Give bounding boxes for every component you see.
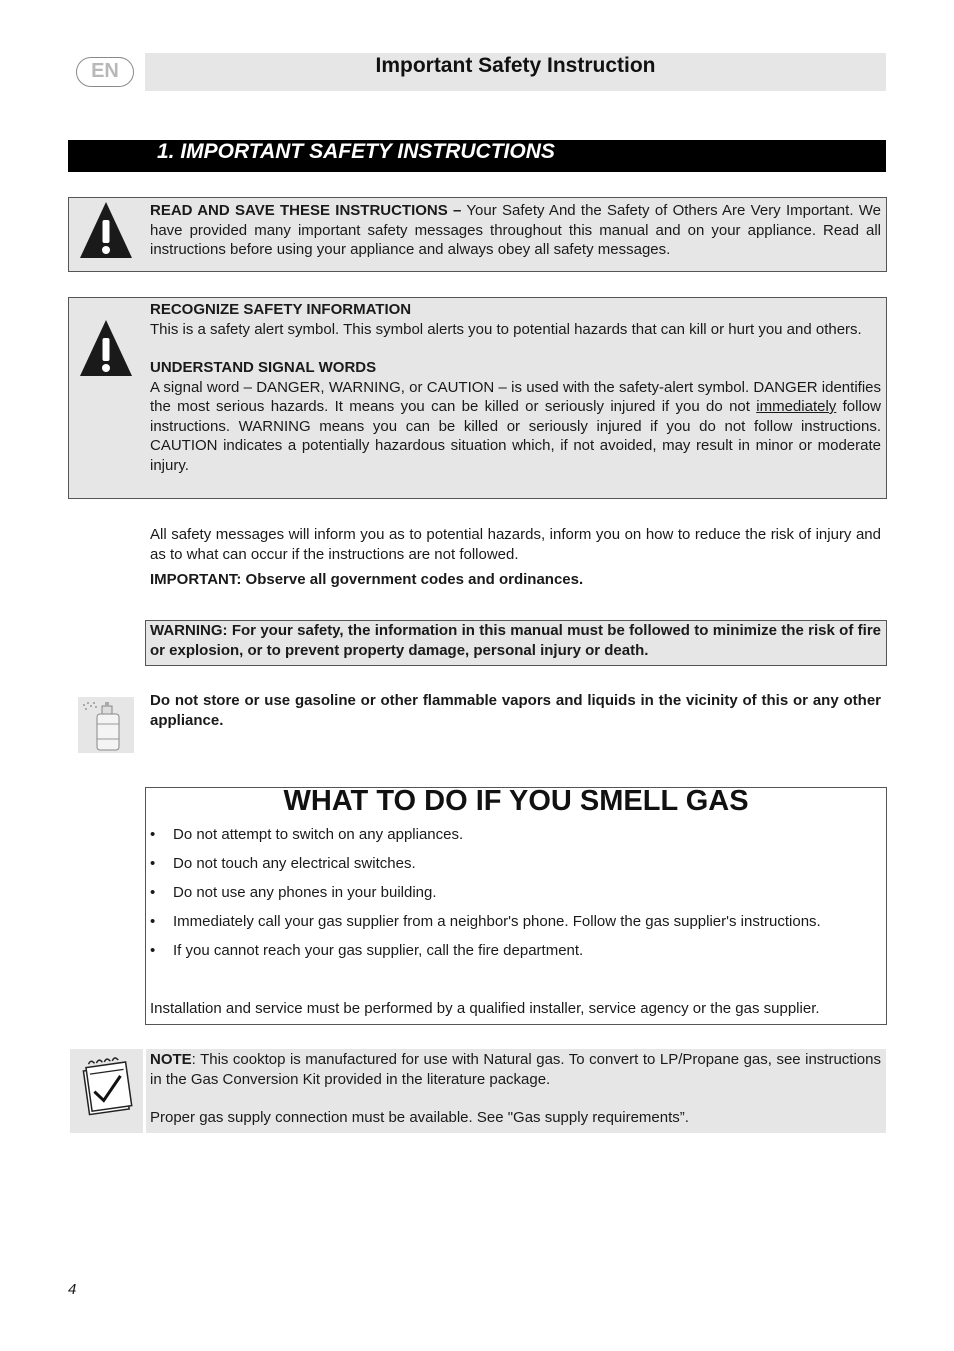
note-text	[150, 1050, 881, 1128]
note-label: NOTE	[150, 1051, 192, 1068]
list-item: Do not use any phones in your building.	[173, 884, 437, 901]
list-item: Do not attempt to switch on any appliances.	[173, 826, 464, 843]
all-messages-text: All safety messages will inform you as to potential hazards, inform you on how to reduce the risk of injury and as to what can occur if the instructions are not followed.	[150, 526, 881, 563]
note-body: : This cooktop is manufactured for use with Natural gas. To convert to LP/Propane gas, see instructions in the Gas Conversion Kit provided in the literature package.	[150, 1051, 881, 1088]
list-item: If you cannot reach your gas supplier, call the fire department.	[173, 942, 584, 959]
language-badge: EN	[76, 57, 134, 87]
note-body-2: Proper gas supply connection must be available. See "Gas supply requirements”.	[150, 1109, 689, 1126]
warning-text: WARNING: For your safety, the information in this manual must be followed to minimize the risk of fire or explosion, or to prevent property damage, personal injury or death.	[150, 622, 881, 659]
signal-words-heading: UNDERSTAND SIGNAL WORDS	[150, 359, 377, 376]
bullet-marker: •	[150, 855, 156, 872]
warning-triangle-icon	[78, 200, 134, 260]
installation-note: Installation and service must be performed by a qualified installer, service agency or the gas supplier.	[150, 1000, 820, 1017]
bullet-marker: •	[150, 913, 156, 930]
warning-triangle-icon	[78, 318, 134, 378]
bullet-marker: •	[150, 826, 156, 843]
notepad-check-icon	[74, 1054, 138, 1118]
read-save-heading: READ AND SAVE THESE INSTRUCTIONS –	[150, 202, 462, 219]
recognize-text	[150, 300, 881, 475]
list-item: Immediately call your gas supplier from a neighbor's phone. Follow the gas supplier's instructions.	[173, 913, 821, 930]
gasoline-warning: Do not store or use gasoline or other flammable vapors and liquids in the vicinity of this or any other appliance.	[150, 692, 881, 729]
list-item: Do not touch any electrical switches.	[173, 855, 416, 872]
recognize-heading: RECOGNIZE SAFETY INFORMATION	[150, 301, 412, 318]
recognize-body: This is a safety alert symbol. This symbol alerts you to potential hazards that can kill or hurt you and others.	[150, 320, 862, 338]
important-note: IMPORTANT: Observe all government codes and ordinances.	[150, 571, 584, 588]
bullet-marker: •	[150, 942, 156, 959]
read-save-text	[150, 201, 881, 260]
page-number: 4	[68, 1281, 77, 1298]
gas-canister-icon	[78, 697, 134, 753]
page-header-title: Important Safety Instruction	[375, 54, 656, 77]
smell-gas-title: WHAT TO DO IF YOU SMELL GAS	[283, 785, 749, 817]
signal-text-underlined: immediately	[756, 398, 837, 415]
read-save-body: Your Safety And the Safety of Others Are Very Important. We have provided many important safety messages throughout this manual and on your appliance. Read all instructions before using your appliance and always obey all safety messages.	[150, 202, 881, 258]
section-title: 1. IMPORTANT SAFETY INSTRUCTIONS	[157, 140, 555, 163]
signal-text-part-b: follow instructions. WARNING means you can be killed or seriously injured if you do not follow instructions. CAUTION indicates a potentially hazardous situation which, if not avoided, may result in minor or moderate injury.	[150, 398, 881, 474]
signal-words-body	[150, 378, 881, 476]
bullet-marker: •	[150, 884, 156, 901]
signal-text-part-a: A signal word – DANGER, WARNING, or CAUTION – is used with the safety-alert symbol. DANGER identifies the most serious hazards. It means you can be killed or seriously injured if you do not	[150, 378, 881, 415]
